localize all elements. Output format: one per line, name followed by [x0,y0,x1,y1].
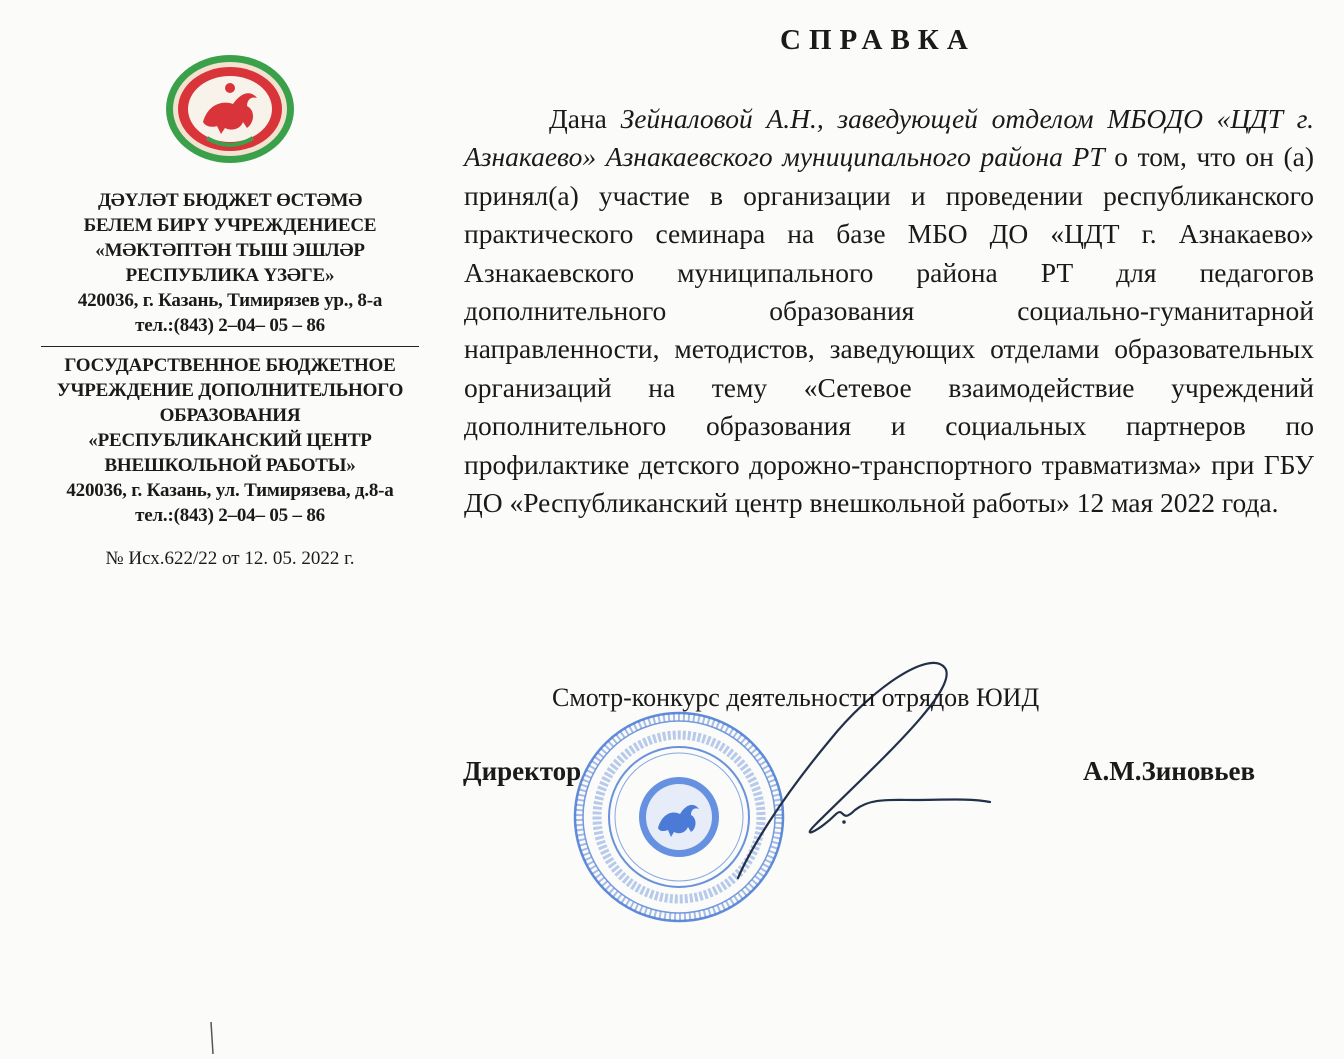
org-ru-phone: тел.:(843) 2–04– 05 – 86 [135,505,325,526]
tatarstan-emblem-icon [163,52,297,166]
org-tt-line: «МӘКТӘПТӘН ТЫШ ЭШЛӘР [95,240,365,261]
certificate-body [464,100,1314,522]
org-tt-phone: тел.:(843) 2–04– 05 – 86 [135,315,325,336]
org-ru-line: УЧРЕЖДЕНИЕ ДОПОЛНИТЕЛЬНОГО [56,380,404,401]
org-name-tatar [20,188,440,338]
letterhead [20,52,440,570]
header-divider [41,346,419,347]
org-ru-line: ВНЕШКОЛЬНОЙ РАБОТЫ» [104,455,356,476]
org-tt-address: 420036, г. Казань, Тимирязев ур., 8-а [77,290,383,311]
org-ru-line: «РЕСПУБЛИКАНСКИЙ ЦЕНТР [88,430,372,451]
body-recipient: Зейналовой А.Н., заведующей отделом МБОДО «ЦДТ г. Азнакаево» Азнакаевского муниципального района РТ [464,103,1315,173]
body-details: о том, что он (а) принял(а) участие в организации и проведении республиканского практического семинара на базе МБО ДО «ЦДТ г. Азнакаево» Азнакаевского муниципального района РТ для педагогов дополнительного образования социально-гуманитарной направленности, методистов, заведующих отделами образовательных организаций на тему «Сетевое взаимодействие учреждений дополнительного образования и социальных партнеров по профилактике детского дорожно-транспортного травматизма» при ГБУ ДО «Республиканский центр внешкольной работы» 12 мая 2022 года. [464,141,1314,519]
org-ru-line: ГОСУДАРСТВЕННОЕ БЮДЖЕТНОЕ [64,355,396,376]
org-name-russian [20,353,440,528]
document-title: СПРАВКА [780,24,976,56]
org-ru-line: ОБРАЗОВАНИЯ [159,405,301,426]
scan-speck-icon [208,1020,216,1056]
org-tt-line: РЕСПУБЛИКА ҮЗӘГЕ» [125,265,335,286]
outgoing-reference-number: № Исх.622/22 от 12. 05. 2022 г. [105,548,355,569]
org-tt-line: ДӘҮЛӘТ БЮДЖЕТ ӨСТӘМӘ [97,190,363,211]
org-tt-line: БЕЛЕМ БИРҮ УЧРЕЖДЕНИЕСЕ [83,215,377,236]
director-label: Директор [463,756,582,786]
body-intro: Дана [549,103,621,134]
contest-line: Смотр-конкурс деятельности отрядов ЮИД [552,683,1040,712]
director-name: А.М.Зиновьев [1083,756,1256,786]
org-ru-address: 420036, г. Казань, ул. Тимирязева, д.8-а [66,480,394,501]
